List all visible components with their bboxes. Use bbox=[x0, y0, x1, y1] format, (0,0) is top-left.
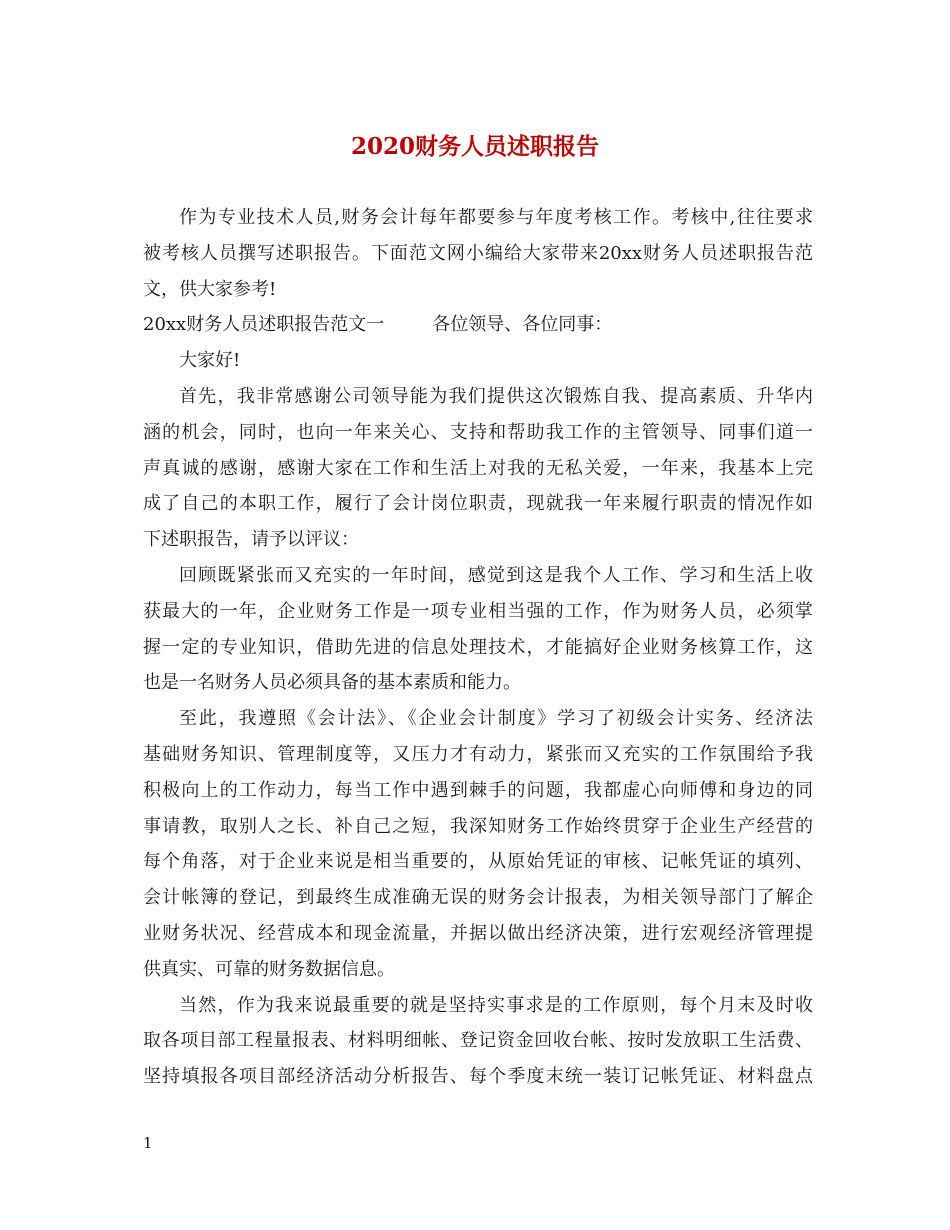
text-line: 首先，我非常感谢公司领导能为我们提供这次锻炼自我、提高素质、升华内 bbox=[179, 385, 813, 407]
greeting-line: 大家好! bbox=[179, 350, 241, 372]
text-line: 取各项目部工程量报表、材料明细帐、登记资金回收台帐、按时发放职工生活费、 bbox=[143, 1030, 813, 1052]
text-line: 会计帐簿的登记，到最终生成准确无误的财务会计报表，为相关领导部门了解企 bbox=[143, 887, 813, 909]
document-body bbox=[143, 200, 813, 1095]
sample-heading-line bbox=[143, 307, 813, 343]
text-line: 回顾既紧张而又充实的一年时间，感觉到这是我个人工作、学习和生活上收 bbox=[179, 564, 813, 586]
text-line: 至此，我遵照《会计法》、《企业会计制度》学习了初级会计实务、经济法 bbox=[179, 708, 813, 730]
document-title: 2020财务人员述职报告 bbox=[350, 133, 599, 160]
text-line: 基础财务知识、管理制度等，又压力才有动力，紧张而又充实的工作氛围给予我 bbox=[143, 743, 813, 765]
text-line: 声真诚的感谢，感谢大家在工作和生活上对我的无私关爱，一年来，我基本上完 bbox=[143, 457, 813, 479]
text-line: 下述职报告，请予以评议： bbox=[143, 529, 359, 551]
text-line: 握一定的专业知识，借助先进的信息处理技术，才能搞好企业财务核算工作，这 bbox=[143, 636, 813, 658]
text-line: 事请教，取别人之长、补自己之短，我深知财务工作始终贯穿于企业生产经营的 bbox=[143, 815, 813, 837]
sample-heading: 20xx财务人员述职报告范文一 bbox=[143, 314, 385, 336]
text-line: 每个角落，对于企业来说是相当重要的，从原始凭证的审核、记帐凭证的填列、 bbox=[143, 851, 813, 873]
salutation: 各位领导、各位同事： bbox=[432, 314, 613, 336]
text-line: 作为专业技术人员,财务会计每年都要参与年度考核工作。考核中,往往要求 bbox=[179, 207, 813, 228]
text-line: 被考核人员撰写述职报告。下面范文网小编给大家带来20xx财务人员述职报告范 bbox=[143, 242, 813, 264]
text-line: 涵的机会，同时，也向一年来关心、支持和帮助我工作的主管领导、同事们道一 bbox=[143, 421, 813, 443]
page-number: 1 bbox=[143, 1134, 153, 1152]
text-line: 供真实、可靠的财务数据信息。 bbox=[143, 958, 395, 980]
text-line: 积极向上的工作动力，每当工作中遇到棘手的问题，我都虚心向师傅和身边的同 bbox=[143, 779, 813, 801]
text-line: 业财务状况、经营成本和现金流量，并据以做出经济决策，进行宏观经济管理提 bbox=[143, 922, 813, 944]
text-line: 坚持填报各项目部经济活动分析报告、每个季度末统一装订记帐凭证、材料盘点 bbox=[143, 1066, 813, 1088]
text-line: 获最大的一年，企业财务工作是一项专业相当强的工作，作为财务人员，必须掌 bbox=[143, 600, 813, 622]
text-line: 成了自己的本职工作，履行了会计岗位职责，现就我一年来履行职责的情况作如 bbox=[143, 493, 813, 515]
text-line: 当然，作为我来说最重要的就是坚持实事求是的工作原则，每个月末及时收 bbox=[179, 994, 813, 1016]
text-line: 文，供大家参考! bbox=[143, 278, 277, 300]
text-line: 也是一名财务人员必须具备的基本素质和能力。 bbox=[143, 672, 521, 694]
